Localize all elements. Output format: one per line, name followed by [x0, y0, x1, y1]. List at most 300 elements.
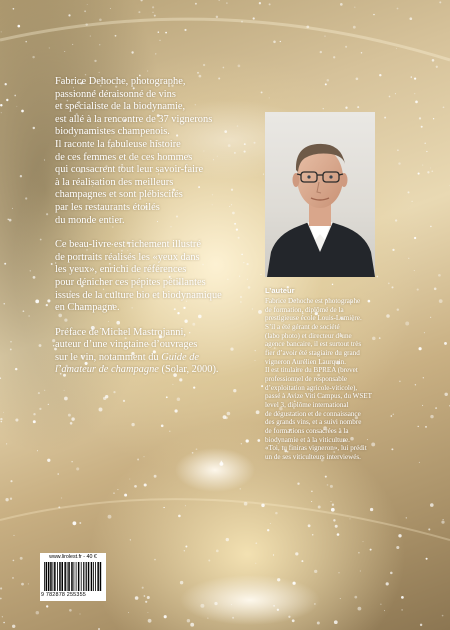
bubble — [48, 404, 49, 405]
bubble — [195, 3, 197, 5]
bubble — [399, 381, 400, 382]
bubble — [108, 515, 112, 519]
bubble — [426, 558, 428, 560]
bubble — [84, 10, 86, 12]
bubble — [207, 618, 208, 619]
bubble — [314, 570, 317, 573]
bubble — [418, 426, 419, 427]
preface-paragraph: Préface de Michel Mastrojanni, auteur d’une vingtaine d’ouvrages sur le vin, notamment du Guide de l’amateur de champagne (Solar, 2000). — [55, 326, 219, 376]
bubble — [432, 59, 435, 62]
bubble — [184, 550, 185, 551]
bubble — [79, 522, 81, 524]
bubble — [257, 439, 260, 442]
bubble — [90, 36, 91, 37]
bubble — [417, 289, 419, 291]
bubble — [306, 26, 309, 29]
bubble — [192, 452, 194, 454]
bubble — [8, 219, 9, 220]
bubble — [33, 420, 36, 423]
bubble — [370, 549, 372, 551]
barcode-bar — [100, 562, 102, 591]
bubble — [2, 616, 3, 617]
bubble — [233, 389, 236, 392]
bubble — [68, 414, 71, 417]
bubble — [280, 41, 281, 42]
bubble — [36, 611, 39, 614]
bubble — [6, 443, 7, 444]
bubble — [196, 448, 198, 450]
bubble — [406, 517, 407, 518]
bubble — [277, 609, 279, 611]
bubble — [25, 41, 27, 43]
bubble — [327, 79, 330, 82]
bubble — [370, 508, 373, 511]
bubble — [69, 609, 72, 612]
author-portrait — [265, 112, 375, 277]
bubble — [357, 106, 359, 108]
bubble — [275, 512, 278, 515]
bubble — [373, 14, 374, 15]
bubble — [154, 559, 156, 561]
bubble — [208, 560, 210, 562]
bubble — [99, 18, 102, 21]
bubble — [350, 518, 351, 519]
bubble — [76, 467, 79, 470]
bubble — [419, 117, 421, 119]
bubble — [277, 578, 280, 581]
bubble — [152, 12, 153, 13]
bubble — [147, 71, 148, 72]
bubble — [414, 270, 415, 271]
bubble — [396, 48, 397, 49]
bubble — [267, 529, 269, 531]
bubble — [219, 462, 223, 466]
bubble — [87, 4, 88, 5]
bubble — [396, 546, 399, 549]
bubble — [16, 106, 17, 107]
bubble — [147, 596, 150, 599]
bubble — [393, 413, 395, 415]
bubble — [380, 604, 381, 605]
bubble — [144, 595, 146, 597]
bubble — [439, 299, 443, 303]
bubble — [14, 535, 15, 536]
bubble — [164, 615, 167, 618]
bubble — [430, 415, 433, 418]
bubble — [333, 56, 335, 58]
bubble — [325, 83, 327, 85]
bubble — [44, 160, 45, 161]
bubble — [241, 443, 242, 444]
bubble — [392, 249, 394, 251]
bubble — [10, 498, 12, 500]
bubble — [430, 317, 431, 318]
bubble — [57, 473, 59, 475]
bubble — [46, 304, 48, 306]
bubble — [9, 219, 12, 222]
bubble — [238, 65, 241, 68]
bubble — [408, 258, 409, 259]
barcode-bar — [97, 562, 99, 591]
bubble — [128, 612, 129, 613]
bubble — [145, 601, 147, 603]
bubble — [340, 3, 343, 6]
bubble — [135, 596, 139, 600]
publisher-url-price: www.lirolest.fr - 40 € — [49, 554, 97, 560]
bubble — [255, 542, 257, 544]
bubble — [39, 344, 42, 347]
bubble — [430, 226, 432, 228]
bubble — [197, 72, 199, 74]
bubble — [39, 408, 41, 410]
bubble — [337, 533, 340, 536]
bubble — [103, 397, 106, 400]
bubble — [391, 415, 393, 417]
bubble — [414, 237, 416, 239]
bubble — [131, 51, 133, 53]
bubble — [20, 557, 23, 560]
bubble — [148, 619, 152, 623]
bubble — [425, 426, 427, 428]
bubble — [138, 11, 140, 13]
bubble — [152, 6, 154, 8]
bubble — [397, 8, 399, 10]
barcode-icon — [43, 562, 103, 592]
bubble — [79, 613, 80, 614]
bubble — [85, 23, 87, 25]
bubble — [361, 52, 363, 54]
bubble — [144, 483, 147, 486]
bubble — [273, 41, 276, 44]
barcode-bar — [78, 562, 80, 591]
bubble — [68, 14, 70, 16]
bubble — [295, 552, 298, 555]
barcode-bar — [62, 562, 64, 591]
bubble — [428, 528, 430, 530]
blurb-paragraph-2: Ce beau-livre est richement illustré de portraits réalisés les «yeux dans les yeux», enrichi de références pour dénicher ces pépites pétillantes issues de la culture bio et biodynamique en Champagne. — [55, 239, 222, 314]
bubble — [47, 299, 50, 302]
bubble — [99, 408, 103, 412]
bubble — [227, 412, 231, 416]
bubble — [415, 384, 416, 385]
bubble — [395, 219, 397, 221]
bubble — [0, 587, 2, 589]
bubble — [419, 462, 420, 463]
bubble — [115, 35, 117, 37]
bubble — [431, 170, 433, 172]
bubble — [333, 519, 335, 521]
bubble — [424, 142, 426, 144]
bubble — [246, 439, 249, 442]
bubble — [226, 2, 227, 3]
bubble — [187, 619, 190, 622]
blurb-column — [55, 76, 270, 389]
bubble — [308, 524, 311, 527]
author-bio: Fabrice Dehoche est photographe de formation, diplômé de la prestigieuse école Louis-Lumière. S’il a été gérant de société (labo photo) et directeur d’une agence bancaire, il est surtout très fier d’avoir été stagiaire du grand vigneron Aurélien Laurquin. Il est titulaire du BPREA (brevet professionnel de responsable d’exploitation agricole-viticole), passé à Avize Viti Campus, du WSET level 3, diplôme international de dégustation et de connaissance des grands vins, et a suivi nombre de formations consacrées à la biodynamie et à la viticulture. «Toi, tu finiras vigneron», lui prédit un de ses viticulteurs interviewés. — [265, 297, 372, 461]
bubble — [427, 171, 429, 173]
bubble — [13, 560, 15, 562]
bubble — [64, 51, 65, 52]
bubble — [421, 126, 423, 128]
bubble — [214, 602, 217, 605]
bubble — [332, 284, 333, 285]
bubble — [163, 507, 164, 508]
bubble — [358, 552, 360, 554]
bubble — [430, 168, 431, 169]
bubble — [340, 598, 341, 599]
bubble — [203, 64, 205, 66]
bubble — [4, 263, 6, 265]
bubble — [137, 459, 139, 461]
bubble — [311, 491, 312, 492]
bubble — [35, 300, 39, 304]
barcode-bar — [71, 562, 73, 591]
bubble — [1, 31, 2, 32]
bubble — [430, 503, 434, 507]
bubble — [184, 29, 186, 31]
bubble — [140, 0, 142, 1]
bubble — [46, 213, 48, 215]
bubble — [422, 405, 423, 406]
bubble — [386, 582, 389, 585]
bubble — [390, 572, 393, 575]
bubble — [418, 173, 420, 175]
bubble — [51, 263, 53, 265]
bubble — [379, 337, 381, 339]
bubble — [23, 310, 25, 312]
barcode-bar — [68, 562, 70, 591]
bubble — [6, 99, 8, 101]
bubble — [334, 620, 338, 624]
bubble — [33, 276, 36, 279]
bubble — [324, 36, 325, 37]
bubble — [216, 550, 219, 553]
bubble — [158, 31, 160, 33]
bubble — [130, 539, 131, 540]
bubble — [49, 47, 50, 48]
barcode-bar — [67, 562, 68, 591]
bubble — [25, 197, 27, 199]
bubble — [253, 17, 255, 19]
bubble — [17, 25, 20, 28]
bubble — [426, 151, 427, 152]
bubble — [21, 583, 24, 586]
bubble — [47, 459, 50, 462]
barcode-bar — [46, 562, 48, 591]
bubble — [419, 347, 422, 350]
bubble — [435, 407, 437, 409]
bubble — [423, 377, 424, 378]
bubble — [388, 283, 390, 285]
bubble — [72, 44, 73, 45]
bubble — [338, 572, 339, 573]
bubble — [1, 112, 2, 113]
barcode-bar — [59, 562, 61, 591]
bubble — [10, 480, 12, 482]
bubble — [159, 40, 160, 41]
bubble — [345, 46, 347, 48]
bubble — [32, 56, 34, 58]
bubble — [0, 598, 2, 600]
bubble — [134, 485, 137, 488]
bubble — [99, 44, 100, 45]
bubble — [0, 104, 2, 106]
bubble — [94, 60, 96, 62]
bubble — [177, 397, 181, 401]
bubble — [166, 396, 168, 398]
bubble — [200, 604, 204, 608]
barcode-bar — [85, 562, 86, 591]
bubble — [311, 501, 312, 502]
bubble — [288, 616, 290, 618]
barcode-bar — [83, 562, 84, 591]
bubble — [131, 423, 134, 426]
bubble — [0, 418, 2, 420]
bubble — [401, 609, 403, 611]
bubble — [161, 424, 164, 427]
author-heading: L’auteur — [265, 286, 295, 295]
bubble — [185, 545, 187, 547]
barcode-bar — [54, 562, 56, 591]
bubble — [376, 276, 378, 278]
barcode-bar — [95, 562, 96, 591]
bubble — [221, 461, 223, 463]
bubble — [113, 493, 114, 494]
bubble — [129, 479, 130, 480]
bubble — [12, 208, 13, 209]
bubble — [270, 523, 271, 524]
bubble — [269, 3, 271, 5]
bubble — [443, 519, 444, 520]
bubble — [256, 410, 260, 414]
bubble — [46, 605, 48, 607]
bubble — [325, 476, 327, 478]
bubble — [397, 308, 399, 310]
bubble — [21, 110, 24, 113]
bubble — [64, 397, 68, 401]
bubble — [398, 534, 401, 537]
barcode-bar — [64, 562, 66, 591]
bubble — [15, 368, 17, 370]
bubble — [61, 497, 62, 498]
bubble — [379, 74, 381, 76]
bubble — [10, 341, 11, 342]
bubble — [14, 95, 16, 97]
bubble — [436, 66, 438, 68]
bubble — [438, 274, 441, 277]
bubble — [261, 504, 264, 507]
bubble — [144, 456, 145, 457]
barcode-bar — [74, 562, 75, 591]
bubble — [331, 508, 335, 512]
barcode-bar — [57, 562, 58, 591]
bubble — [408, 191, 410, 193]
barcode-bar — [48, 562, 50, 591]
bubble — [64, 390, 65, 391]
bubble — [358, 607, 362, 611]
bubble — [320, 51, 322, 53]
bubble — [401, 596, 404, 599]
bubble — [28, 583, 29, 584]
bubble — [180, 581, 183, 584]
bubble — [241, 21, 243, 23]
bubble — [414, 93, 415, 94]
bubble — [165, 32, 167, 34]
bubble — [175, 409, 178, 412]
bubble — [353, 26, 356, 29]
bubble — [398, 162, 400, 164]
bubble — [331, 501, 332, 502]
bubble — [389, 96, 391, 98]
bubble — [327, 484, 329, 486]
bubble — [38, 392, 40, 394]
bubble — [1, 421, 2, 422]
bubble — [273, 605, 275, 607]
bubble — [443, 106, 445, 108]
bubble — [99, 72, 100, 73]
bubble — [314, 603, 315, 604]
bubble — [259, 2, 261, 4]
bubble — [442, 615, 444, 617]
barcode-bar — [81, 562, 82, 591]
bubble — [12, 577, 14, 579]
bubble — [422, 165, 423, 166]
bubble — [330, 485, 333, 488]
bubble — [33, 127, 35, 129]
bubble — [226, 538, 229, 541]
isbn-digits: 9 782878 255355 — [41, 592, 86, 598]
bubble — [412, 201, 413, 202]
barcode-bar — [91, 562, 93, 591]
barcode-bar — [86, 562, 87, 591]
bubble — [190, 623, 194, 627]
bubble — [384, 610, 385, 611]
bubble — [154, 15, 156, 17]
bubble — [20, 175, 22, 177]
bubble — [415, 101, 418, 104]
bubble — [15, 418, 18, 421]
bubble — [356, 78, 359, 81]
bubble — [405, 322, 409, 326]
bubble — [255, 563, 256, 564]
bubble — [335, 525, 338, 528]
bubble — [142, 587, 144, 589]
bubble — [444, 342, 447, 345]
bubble — [292, 619, 295, 622]
bubble — [424, 332, 425, 333]
bubble — [312, 534, 314, 536]
bubble — [71, 417, 74, 420]
barcode-bar — [76, 562, 77, 591]
bubble — [441, 520, 444, 523]
bubble — [433, 118, 434, 119]
bubble — [3, 622, 5, 624]
bubble — [345, 107, 347, 109]
bubble — [323, 108, 324, 109]
bubble — [434, 288, 437, 291]
bubble — [110, 8, 111, 9]
bubble — [360, 570, 361, 571]
bubble — [439, 1, 441, 3]
bubble — [273, 554, 274, 555]
bubble — [292, 582, 295, 585]
bubble — [154, 475, 157, 478]
bubble — [178, 515, 181, 518]
bubble — [444, 393, 447, 396]
bubble — [216, 16, 218, 18]
bubble — [113, 391, 115, 393]
bubble — [318, 506, 321, 509]
